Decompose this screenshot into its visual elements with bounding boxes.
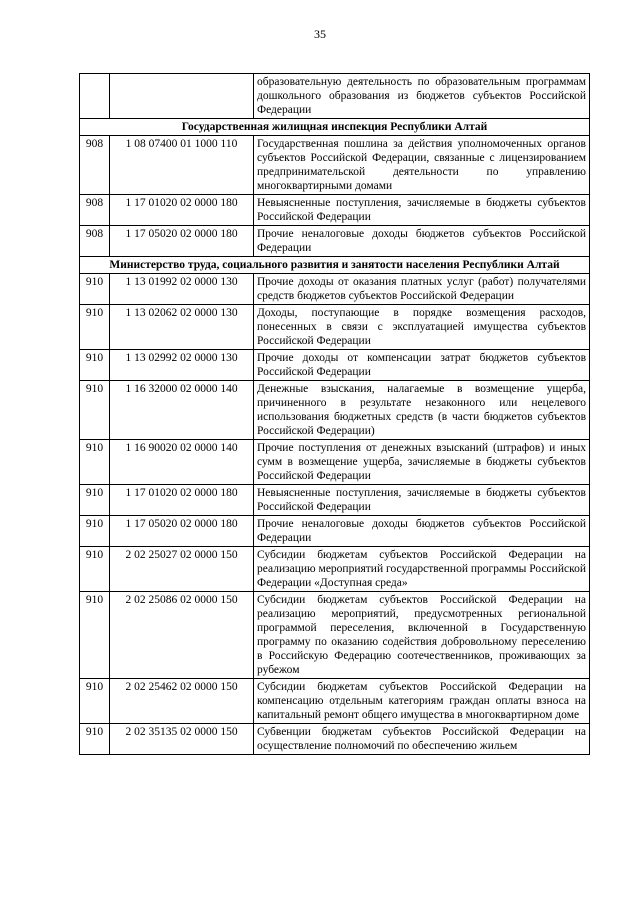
budget-code-cell: 1 17 05020 02 0000 180 (110, 516, 254, 547)
description-cell: Прочие доходы от оказания платных услуг (работ) получателями средств бюджетов субъектов Российской Федерации (254, 274, 590, 305)
table-row (80, 195, 590, 226)
description-cell: Прочие поступления от денежных взысканий (штрафов) и иных сумм в возмещение ущерба, зачисляемые в бюджеты субъектов Российской Федерации (254, 440, 590, 485)
table-row (80, 274, 590, 305)
admin-code-cell: 910 (80, 547, 110, 592)
table-row (80, 350, 590, 381)
description-cell: Невыясненные поступления, зачисляемые в бюджеты субъектов Российской Федерации (254, 485, 590, 516)
table-row (80, 305, 590, 350)
admin-code-cell (80, 74, 110, 119)
admin-code-cell: 910 (80, 679, 110, 724)
admin-code-cell: 910 (80, 381, 110, 440)
budget-code-cell: 1 17 01020 02 0000 180 (110, 195, 254, 226)
section-title: Министерство труда, социального развития и занятости населения Республики Алтай (80, 257, 590, 274)
description-cell: Субвенции бюджетам субъектов Российской Федерации на осуществление полномочий по обеспечению жильем (254, 724, 590, 755)
budget-code-cell: 2 02 25027 02 0000 150 (110, 547, 254, 592)
table-row (80, 516, 590, 547)
description-cell: Невыясненные поступления, зачисляемые в бюджеты субъектов Российской Федерации (254, 195, 590, 226)
description-cell: Субсидии бюджетам субъектов Российской Федерации на компенсацию отдельным категориям граждан оплаты взноса на капитальный ремонт общего имущества в многоквартирном доме (254, 679, 590, 724)
table-row (80, 74, 590, 119)
description-cell: Субсидии бюджетам субъектов Российской Федерации на реализацию мероприятий государственной программы Российской Федерации «Доступная среда» (254, 547, 590, 592)
admin-code-cell: 910 (80, 592, 110, 679)
budget-code-cell: 1 13 02992 02 0000 130 (110, 350, 254, 381)
budget-code-cell: 1 13 02062 02 0000 130 (110, 305, 254, 350)
budget-code-cell: 1 17 01020 02 0000 180 (110, 485, 254, 516)
description-cell: Субсидии бюджетам субъектов Российской Федерации на реализацию мероприятий, предусмотренных региональной программой переселения, включенной в Государственную программу по оказанию содействия добровольному переселению в Российскую Федерацию соотечественников, проживающих за рубежом (254, 592, 590, 679)
admin-code-cell: 910 (80, 274, 110, 305)
table-row (80, 724, 590, 755)
admin-code-cell: 910 (80, 724, 110, 755)
description-cell: Доходы, поступающие в порядке возмещения расходов, понесенных в связи с эксплуатацией имущества субъектов Российской Федерации (254, 305, 590, 350)
admin-code-cell: 910 (80, 440, 110, 485)
description-cell: Прочие неналоговые доходы бюджетов субъектов Российской Федерации (254, 516, 590, 547)
table-row (80, 485, 590, 516)
admin-code-cell: 910 (80, 350, 110, 381)
revenue-codes-table (79, 73, 590, 755)
admin-code-cell: 908 (80, 226, 110, 257)
description-cell: Прочие доходы от компенсации затрат бюджетов субъектов Российской Федерации (254, 350, 590, 381)
budget-code-cell (110, 74, 254, 119)
budget-code-cell: 1 17 05020 02 0000 180 (110, 226, 254, 257)
section-header-row (80, 257, 590, 274)
budget-code-cell: 1 08 07400 01 1000 110 (110, 136, 254, 195)
table-row (80, 136, 590, 195)
description-cell: Прочие неналоговые доходы бюджетов субъектов Российской Федерации (254, 226, 590, 257)
admin-code-cell: 910 (80, 485, 110, 516)
section-title: Государственная жилищная инспекция Республики Алтай (80, 119, 590, 136)
admin-code-cell: 910 (80, 516, 110, 547)
description-cell: Денежные взыскания, налагаемые в возмещение ущерба, причиненного в результате незаконного или нецелевого использования бюджетных средств (в части бюджетов субъектов Российской Федерации) (254, 381, 590, 440)
page-number: 35 (314, 27, 326, 41)
table-row (80, 381, 590, 440)
table-row (80, 226, 590, 257)
admin-code-cell: 910 (80, 305, 110, 350)
budget-code-cell: 2 02 35135 02 0000 150 (110, 724, 254, 755)
description-cell: образовательную деятельность по образовательным программам дошкольного образования из бюджетов субъектов Российской Федерации (254, 74, 590, 119)
budget-code-cell: 1 13 01992 02 0000 130 (110, 274, 254, 305)
table-row (80, 440, 590, 485)
table-row (80, 592, 590, 679)
table-row (80, 679, 590, 724)
budget-code-cell: 2 02 25462 02 0000 150 (110, 679, 254, 724)
description-cell: Государственная пошлина за действия уполномоченных органов субъектов Российской Федерации, связанные с лицензированием предпринимательской деятельности по управлению многоквартирными домами (254, 136, 590, 195)
budget-code-cell: 2 02 25086 02 0000 150 (110, 592, 254, 679)
table-row (80, 547, 590, 592)
budget-code-cell: 1 16 32000 02 0000 140 (110, 381, 254, 440)
budget-code-cell: 1 16 90020 02 0000 140 (110, 440, 254, 485)
admin-code-cell: 908 (80, 195, 110, 226)
section-header-row (80, 119, 590, 136)
admin-code-cell: 908 (80, 136, 110, 195)
